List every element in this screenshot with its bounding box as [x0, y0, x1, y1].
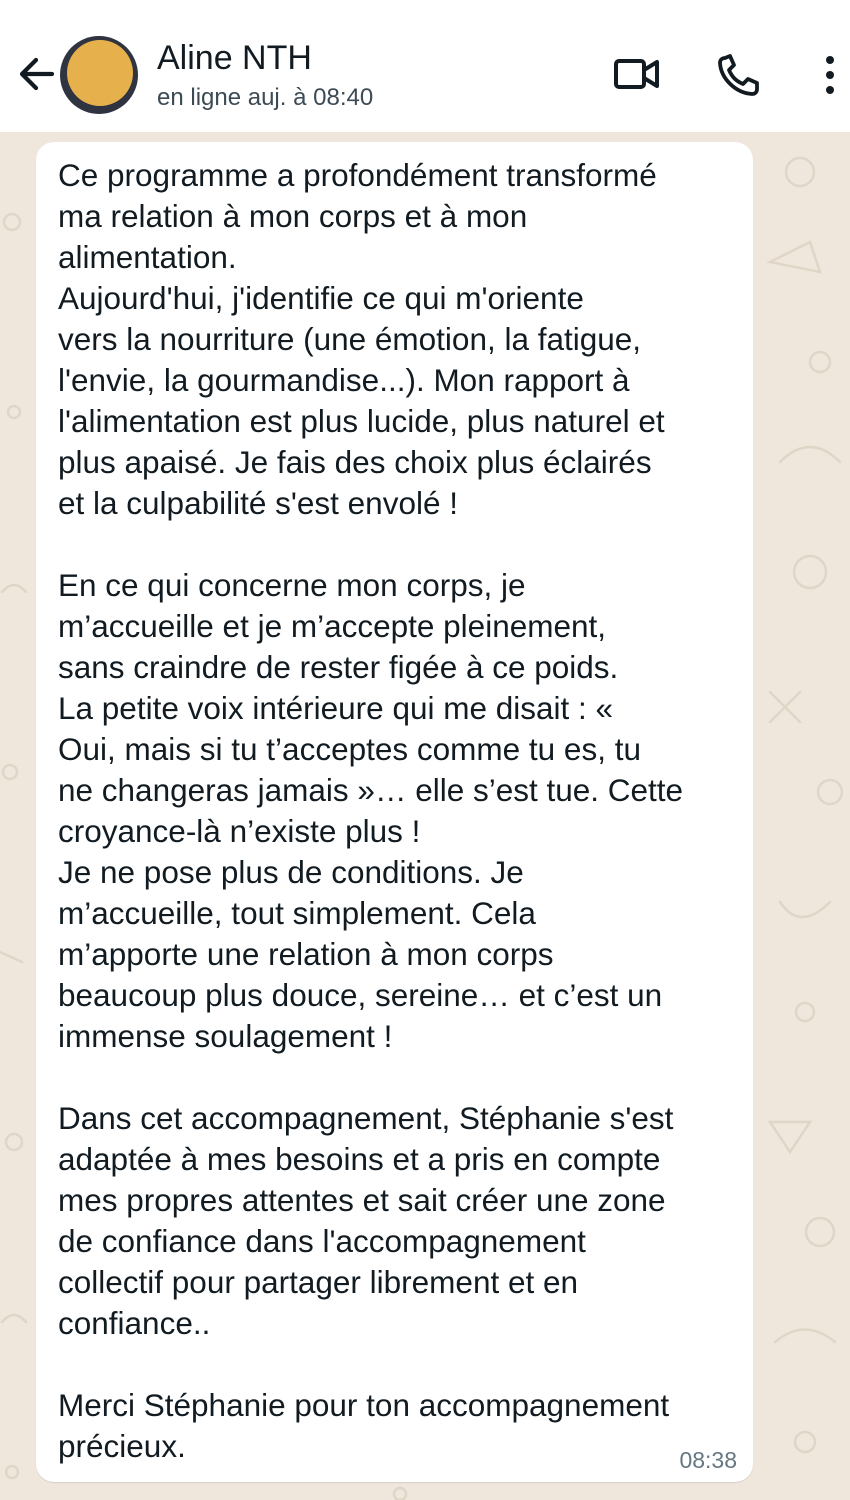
chat-area[interactable] — [0, 132, 850, 1500]
video-camera-icon — [612, 54, 662, 94]
back-button[interactable] — [14, 50, 58, 98]
arrow-left-icon — [14, 50, 58, 98]
phone-icon — [716, 52, 764, 98]
last-seen-status: en ligne auj. à 08:40 — [157, 84, 374, 111]
chat-header — [0, 0, 850, 132]
avatar[interactable] — [60, 36, 138, 114]
vertical-dots-icon — [816, 52, 844, 98]
video-call-button[interactable] — [612, 54, 662, 94]
incoming-message-bubble[interactable] — [36, 142, 753, 1482]
message-timestamp: 08:38 — [679, 1447, 737, 1473]
message-text: Ce programme a profondément transformé ma relation à mon corps et à mon alimentation. Aujourd'hui, j'identifie ce qui m'oriente vers la nourriture (une émotion, la fatigue, l'envie, la gourmandise...). Mon rapport à l'alimentation est plus lucide, plus naturel et plus apaisé. Je fais des choix plus éclairés et la culpabilité s'est envolé ! En ce qui concerne mon corps, je m’accueille et je m’accepte pleinement, sans craindre de rester figée à ce poids. La petite voix intérieure qui me disait : « Oui, mais si tu t’acceptes comme tu es, tu ne changeras jamais »… elle s’est tue. Cette croyance-là n’existe plus ! Je ne pose plus de conditions. Je m’accueille, tout simplement. Cela m’apporte une relation à mon corps beaucoup plus douce, sereine… et c’est un immense soulagement ! Dans cet accompagnement, Stéphanie s'est adaptée à mes besoins et a pris en compte mes propres attentes et sait créer une zone de confiance dans l'accompagnement collectif pour partager librement et en confiance.. Merci Stéphanie pour ton accompagnement précieux. — [58, 157, 684, 1464]
avatar-image — [67, 40, 133, 106]
voice-call-button[interactable] — [716, 52, 764, 98]
contact-name[interactable]: Aline NTH — [157, 39, 312, 77]
more-options-button[interactable] — [816, 52, 844, 98]
